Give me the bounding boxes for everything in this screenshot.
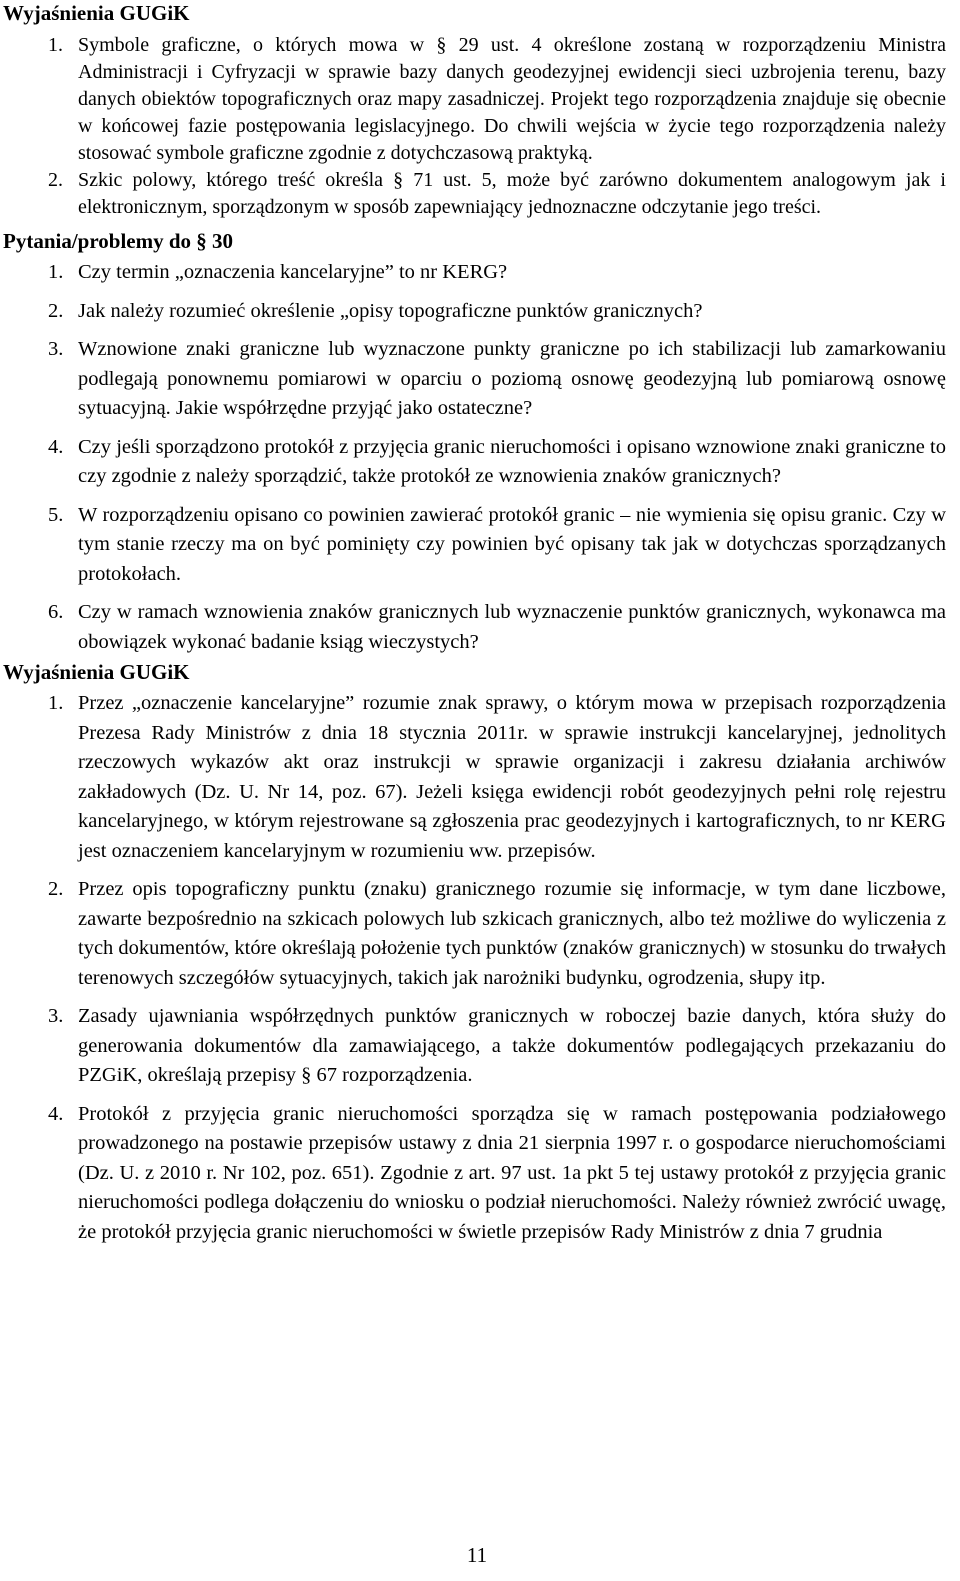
section-heading: Wyjaśnienia GUGiK: [3, 660, 190, 684]
answers-list-2: [3, 689, 946, 1247]
item-number: 5.: [48, 503, 64, 526]
item-number: 3.: [48, 1005, 64, 1027]
item-number: 2.: [48, 169, 63, 191]
item-text: Symbole graficzne, o których mowa w § 29 ust. 4 określone zostaną w rozporządzeniu Ministra Administracji i Cyfryzacji w sprawie bazy danych geodezyjnej ewidencji sieci uzbrojenia terenu, bazy danych obiektów topograficznych oraz mapy zasadniczej. Projekt tego rozporządzenia znajduje się obecnie w końcowej fazie postępowania legislacyjnego. Do chwili wejścia w życie tego rozporządzenia należy stosować symbole graficzne zgodnie z dotychczasową praktyką.: [78, 34, 946, 164]
page-number: 11: [466, 1543, 488, 1567]
list-item: [3, 689, 946, 866]
list-item: [3, 1100, 946, 1248]
item-number: 1.: [48, 34, 63, 56]
list-item: [3, 1002, 946, 1091]
item-text: Protokół z przyjęcia granic nieruchomości sporządza się w ramach postępowania podziałowego prowadzonego na postawie przepisów ustawy z dnia 21 sierpnia 1997 r. o gospodarce nieruchomościami (Dz. U. z 2010 r. Nr 102, poz. 651). Zgodnie z art. 97 ust. 1a pkt 5 tej ustawy protokół z przyjęcia granic nieruchomości podlega dołączeniu do wniosku o podział nieruchomości. Należy również zwrócić uwagę, że protokół przyjęcia granic nieruchomości w świetle przepisów Rady Ministrów z dnia 7 grudnia: [78, 1102, 946, 1243]
item-text: Jak należy rozumieć określenie „opisy topograficzne punktów granicznych?: [78, 299, 703, 322]
item-number: 4.: [48, 1102, 64, 1125]
item-number: 2.: [48, 299, 64, 322]
list-item: [3, 32, 946, 167]
questions-list: [3, 258, 946, 657]
list-item: [3, 875, 946, 993]
item-text: Przez opis topograficzny punktu (znaku) granicznego rozumie się informacje, w tym dane liczbowe, zawarte bezpośrednio na szkicach polowych lub szkicach granicznych, albo też możliwe do wyliczenia z tych dokumentów, które określają położenie tych punktów (znaków granicznych) w stosunku do trwałych terenowych szczegółów sytuacyjnych, takich jak narożniki budynku, ogrodzenia, słupy itp.: [78, 878, 946, 989]
list-item: [3, 598, 946, 657]
list-item: [3, 167, 946, 221]
item-text: Zasady ujawniania współrzędnych punktów granicznych w roboczej bazie danych, która służy do generowania dokumentów dla zamawiającego, a także dokumentów podlegających przekazaniu do PZGiK, określają przepisy § 67 rozporządzenia.: [78, 1005, 946, 1086]
item-number: 1.: [48, 692, 64, 714]
item-number: 3.: [48, 338, 64, 360]
list-item: [3, 297, 946, 327]
answers-list-1: [3, 32, 946, 221]
item-text: Szkic polowy, którego treść określa § 71 ust. 5, może być zarówno dokumentem analogowym jak i elektronicznym, sporządzonym w sposób zapewniający jednoznaczne odczytanie jego treści.: [78, 169, 946, 218]
item-text: Czy jeśli sporządzono protokół z przyjęcia granic nieruchomości i opisano wznowione znaki graniczne to czy zgodnie z należy sporządzić, także protokół ze wznowienia znaków granicznych?: [78, 435, 946, 487]
list-item: [3, 433, 946, 492]
list-item: [3, 501, 946, 590]
list-item: [3, 258, 946, 288]
section-heading: Wyjaśnienia GUGiK: [3, 1, 190, 25]
section-heading: Pytania/problemy do § 30: [3, 229, 234, 253]
item-number: 1.: [48, 261, 64, 283]
item-number: 2.: [48, 878, 64, 900]
item-text: W rozporządzeniu opisano co powinien zawierać protokół granic – nie wymienia się opisu granic. Czy w tym stanie rzeczy ma on być pominięty czy powinien być opisany tak jak w dotychczas sporządzanych protokołach.: [78, 503, 946, 585]
item-number: 4.: [48, 435, 64, 458]
document-page: [3, 0, 946, 1247]
item-text: Przez „oznaczenie kancelaryjne” rozumie znak sprawy, o którym mowa w przepisach rozporządzenia Prezesa Rady Ministrów z dnia 18 stycznia 2011r. w sprawie instrukcji kancelaryjnej, jednolitych rzeczowych wykazów akt oraz instrukcji w sprawie organizacji i zakresu działania archiwów zakładowych (Dz. U. Nr 14, poz. 67). Jeżeli księga ewidencji robót geodezyjnych pełni rolę rejestru kancelaryjnego, w którym rejestrowane są zgłoszenia prac geodezyjnych i kartograficznych, to nr KERG jest oznaczeniem kancelaryjnym w rozumieniu ww. przepisów.: [78, 692, 946, 862]
item-text: Wznowione znaki graniczne lub wyznaczone punkty graniczne po ich stabilizacji lub zamarkowaniu podlegają ponownemu pomiarowi w oparciu o poziomą osnowę geodezyjną lub pomiarową osnowę sytuacyjną. Jakie współrzędne przyjąć jako ostateczne?: [78, 338, 946, 419]
item-number: 6.: [48, 601, 64, 623]
item-text: Czy w ramach wznowienia znaków granicznych lub wyznaczenie punktów granicznych, wykonawca ma obowiązek wykonać badanie ksiąg wieczystych?: [78, 601, 946, 653]
item-text: Czy termin „oznaczenia kancelaryjne” to nr KERG?: [78, 261, 508, 283]
list-item: [3, 335, 946, 424]
